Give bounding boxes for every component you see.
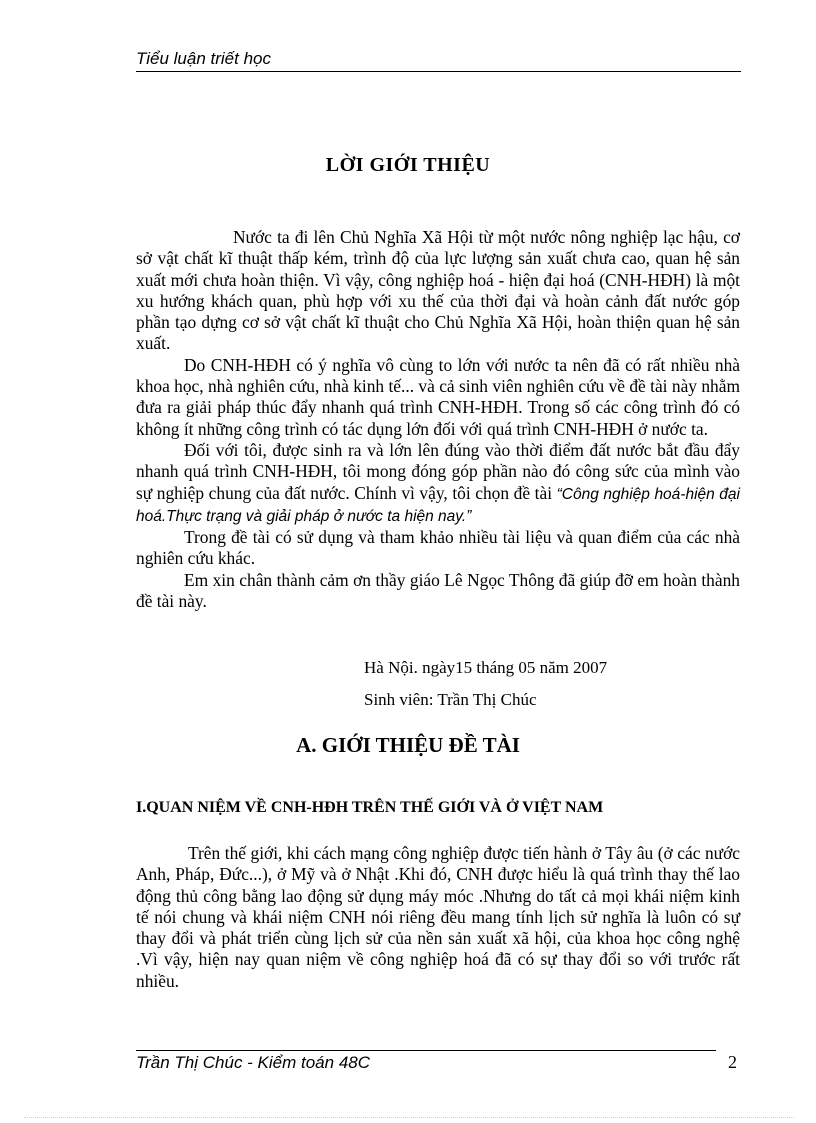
section-a-heading: A. GIỚI THIỆU ĐỀ TÀI — [296, 733, 520, 757]
footer-author: Trần Thị Chúc - Kiểm toán 48C — [136, 1053, 370, 1072]
section-1-paragraph: Trên thế giới, khi cách mạng công nghiệp được tiến hành ở Tây âu (ở các nước Anh, Pháp, Đức...), ở Mỹ và ở Nhật .Khi đó, CNH được hiểu là quá trình thay thế lao động thủ công bằng lao động sử dụng máy móc .Nhưng do tất cả mọi khái niệm kinh tế nói chung và khái niệm CNH nói riêng đều mang tính lịch sử nghĩa là luôn có sự thay đổi và phát triển cùng lịch sử của nền sản xuất xã hội, của khoa học công nghệ .Vì vậy, hiện nay quan niệm về công nghiệp hoá đã có sự thay đổi so với trước rất nhiều. — [136, 843, 740, 991]
page-bottom-border — [24, 1117, 794, 1118]
section-1-body — [136, 843, 740, 992]
date-line: Hà Nội. ngày15 tháng 05 năm 2007 — [364, 658, 608, 677]
intro-paragraph-3-text: Đối với tôi, được sinh ra và lớn lên đúng vào thời điểm đất nước bắt đầu đẩy nhanh quá trình CNH-HĐH, tôi mong đóng góp phần nào đó công sức của mình vào sự nghiệp chung của đất nước. Chính vì vậy, tôi chọn đề tài — [136, 439, 740, 503]
page-number: 2 — [728, 1052, 737, 1072]
intro-heading: LỜI GIỚI THIỆU — [325, 154, 491, 176]
header-divider — [136, 71, 741, 72]
footer-divider — [136, 1050, 716, 1051]
student-line: Sinh viên: Trần Thị Chúc — [364, 690, 537, 709]
intro-paragraph-3 — [136, 440, 740, 527]
topic-title: “Công nghiệp hoá-hiện đại hoá.Thực trạng và giải pháp ở nước ta hiện nay.” — [136, 485, 740, 525]
intro-paragraph-2: Do CNH-HĐH có ý nghĩa vô cùng to lớn với nước ta nên đã có rất nhiều nhà khoa học, nhà nghiên cứu, nhà kinh tế... và cả sinh viên nghiên cứu về đề tài này nhằm đưa ra giải pháp thúc đẩy nhanh quá trình CNH-HĐH. Trong số các công trình đó có không ít những công trình có tác dụng lớn đối với quá trình CNH-HĐH ở nước ta. — [136, 354, 740, 439]
intro-paragraph-4: Trong đề tài có sử dụng và tham khảo nhiều tài liệu và quan điểm của các nhà nghiên cứu khác. — [136, 527, 740, 569]
intro-body — [136, 227, 740, 612]
running-header: Tiểu luận triết học — [136, 49, 271, 68]
intro-paragraph-5: Em xin chân thành cảm ơn thầy giáo Lê Ngọc Thông đã giúp đỡ em hoàn thành đề tài này. — [136, 569, 740, 612]
section-1-heading: I.QUAN NIỆM VỀ CNH-HĐH TRÊN THẾ GIỚI VÀ Ở VIỆT NAM — [136, 799, 604, 816]
intro-paragraph-1: Nước ta đi lên Chủ Nghĩa Xã Hội từ một nước nông nghiệp lạc hậu, cơ sở vật chất kĩ thuật thấp kém, trình độ của lực lượng sản xuất chưa cao, quan hệ sản xuất mới chưa hoàn thiện. Vì vậy, công nghiệp hoá - hiện đại hoá (CNH-HĐH) là một xu hướng khách quan, phù hợp với xu thế của thời đại và hoàn cảnh đất nước góp phần tạo dựng cơ sở vật chất kĩ thuật cho Chủ Nghĩa Xã Hội, hoàn thiện quan hệ sản xuất. — [136, 227, 740, 354]
